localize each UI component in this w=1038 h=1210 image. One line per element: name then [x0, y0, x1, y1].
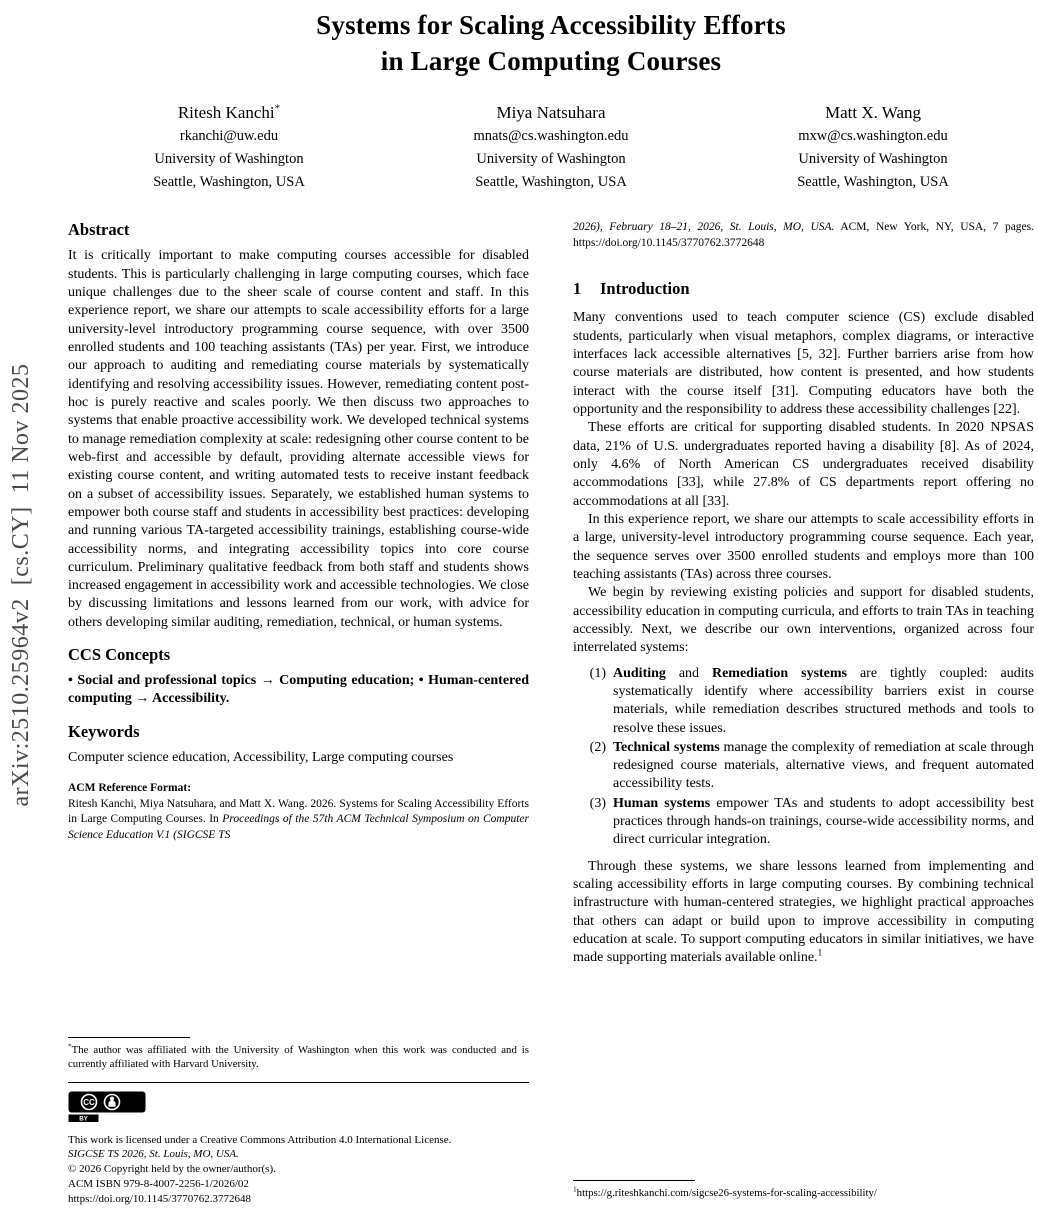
materials-footnote: [573, 1186, 1034, 1200]
license-statement: This work is licensed under a Creative Commons Attribution 4.0 International License.: [68, 1133, 452, 1146]
keywords-heading: Keywords: [68, 721, 140, 741]
conference-line: SIGCSE TS 2026, St. Louis, MO, USA.: [68, 1148, 239, 1161]
attribution-person-head-icon: [110, 1096, 114, 1100]
author-1: [68, 101, 390, 194]
list-item-human-systems: [583, 795, 1034, 850]
author-affiliation-marker: *: [274, 102, 281, 115]
intro-paragraph-5: Through these systems, we share lessons learned from implementing and scaling accessibility efforts in large computing courses. By combining technical infrastructure with human-centered strategies, we highlight practical approaches that others can adapt or build upon to improve accessibility in computing education at scale. To support computing educators in similar initiatives, we have made supporting materials available online.$^1$: [573, 858, 1034, 966]
ccs-concepts-text: • Social and professional topics → Computing education; • Human-centered computing → Accessibility.: [68, 673, 529, 707]
by-label: BY: [79, 1115, 88, 1122]
keywords-text: Computer science education, Accessibility, Large computing courses: [68, 749, 454, 765]
list-item-number: (1): [589, 665, 606, 681]
cc-by-badge[interactable]: [68, 1091, 529, 1127]
author-name: Matt X. Wang: [824, 103, 922, 123]
arxiv-watermark: arXiv:2510.25964v2 [cs.CY] 11 Nov 2025: [8, 363, 34, 807]
isbn-line: ACM ISBN 979-8-4007-2256-1/2026/02: [68, 1177, 249, 1190]
author-affiliation: University of Washington: [798, 151, 948, 168]
intro-paragraph-3: In this experience report, we share our attempts to scale accessibility efforts in a large, university-level introductory programming course sequence. Each year, the sequence serves over 3500 enrolled students and employs more than 100 teaching assistants (TAs) across three courses.: [573, 511, 1034, 582]
author-location: Seattle, Washington, USA: [797, 174, 949, 191]
left-column-bottom-block: [68, 1029, 529, 1210]
right-column-bottom-block: [573, 1172, 1034, 1210]
affiliation-footnote: *The author was affiliated with the University of Washington when this work was conducted and is currently affiliated with Harvard University.: [68, 1041, 529, 1071]
author-email: mxw@cs.washington.edu: [798, 128, 948, 145]
paper-title-line1: Systems for Scaling Accessibility Efforts: [316, 10, 786, 40]
acm-reference-roman: Ritesh Kanchi, Miya Natsuhara, and Matt X. Wang. 2026. Systems for Scaling Accessibility Efforts in Large Computing Courses. In: [68, 797, 529, 826]
acm-reference-continuation: [573, 220, 1034, 251]
author-location: Seattle, Washington, USA: [153, 174, 305, 191]
author-name: Miya Natsuhara: [496, 103, 606, 123]
footnote-url[interactable]: https://g.riteshkanchi.com/sigcse26-systems-for-scaling-accessibility/: [576, 1187, 877, 1199]
systems-list: [583, 665, 1034, 851]
copyright-line: © 2026 Copyright held by the owner/author(s).: [68, 1163, 276, 1176]
two-column-body: [68, 220, 1034, 1210]
author-3: [712, 101, 1034, 194]
abstract-heading: Abstract: [68, 220, 130, 240]
author-2: [390, 101, 712, 194]
footnote-separator-rule: [573, 1180, 695, 1181]
ccs-heading: CCS Concepts: [68, 645, 171, 665]
footnote-separator-rule: [68, 1037, 190, 1038]
doi-link[interactable]: https://doi.org/10.1145/3770762.3772648: [573, 236, 765, 249]
acm-reference-italic: Proceedings of the 57th ACM Technical Symposium on Computer Science Education V.1 (SIGCSE TS: [68, 813, 529, 841]
abstract-text: It is critically important to make computing courses accessible for disabled students. This is particularly challenging in large computing courses, which face unique challenges due to the sheer scale of course content and staff. In this experience report, we share our attempts to scale accessibility efforts for a large university-level introductory programming course sequence, with over 3500 enrolled students and 100 teaching assistants (TAs) per year. First, we introduce our approach to auditing and remediating course materials by systematically identifying and resolving accessibility issues. However, remediating content post-hoc is purely reactive and scales poorly. We then discuss two approaches to systems that enable proactive accessibility work. We developed technical systems to manage remediation complexity at scale: redesigning other course content to be web-first and accessible by default, providing alternate accessible views for existing course content, and writing automated tests to receive instant feedback on a subset of accessibility issues. Separately, we established human systems to empower both course staff and students in accessibility best practices: developing and running various TA-targeted accessibility trainings, establishing course-wide accessibility norms, and integrating accessibility topics into core course curriculum. Preliminary qualitative feedback from both staff and students shows increased engagement in accessibility work and accessible technologies. We close by discussing limitations and lessons learned from our work, with advice for others developing similar auditing, remediation, technical, or human systems.: [68, 248, 529, 630]
list-item-number: (3): [589, 795, 606, 811]
attribution-person-body-icon: [108, 1100, 115, 1106]
list-item-number: (2): [589, 739, 606, 755]
author-location: Seattle, Washington, USA: [475, 174, 627, 191]
right-column: [573, 220, 1034, 1210]
author-name: Ritesh Kanchi*: [177, 102, 281, 123]
intro-paragraph-4: We begin by reviewing existing policies and support for disabled students, accessibility education in computing curricula, and efforts to train TAs in teaching accessibly. Next, we describe our own interventions, organized across four interrelated systems:: [573, 585, 1034, 656]
author-email: rkanchi@uw.edu: [179, 128, 279, 145]
cc-logo-text: CC: [83, 1097, 95, 1107]
intro-paragraph-2: These efforts are critical for supporting disabled students. In 2020 NPSAS data, 21% of U.S. undergraduates reported having a disability [8]. As of 2024, only 4.6% of North American CS undergraduates received disability accommodations [33], while 27.8% of CS departments report offering no accommodations at all [33].: [573, 420, 1034, 509]
acm-reference-continuation-italic: 2026), February 18–21, 2026, St. Louis, MO, USA.: [573, 221, 835, 234]
intro-paragraph-1: Many conventions used to teach computer science (CS) exclude disabled students, particularly when visual metaphors, complex diagrams, or interactive interfaces lack accessible alternatives [5, 32]. Further barriers arise from how course materials are distributed, how content is presented, and how students interact with the course itself [31]. Computing educators have both the opportunity and the responsibility to address these accessibility challenges [22].: [573, 310, 1034, 417]
footnote-marker: 1: [573, 1184, 577, 1194]
author-affiliation: University of Washington: [154, 151, 304, 168]
section-title: Introduction: [600, 279, 690, 299]
author-email: mnats@cs.washington.edu: [473, 128, 629, 145]
footnote-reference-marker: 1: [817, 948, 823, 959]
paper-title: [68, 8, 1034, 79]
acm-reference-continuation-roman: ACM, New York, NY, USA, 7 pages.: [834, 221, 1034, 234]
footnote-marker: *: [68, 1041, 72, 1051]
left-column: [68, 220, 529, 1210]
introduction-heading: [573, 279, 1034, 299]
list-item-text: Auditing and Remediation systems are tightly coupled: audits systematically identify where accessibility barriers exist in course materials, while remediation describes structured methods and tools to resolve these issues.: [613, 665, 1034, 736]
list-item-technical-systems: [583, 739, 1034, 794]
author-block: [68, 101, 1034, 194]
cc-badge-background: [69, 1091, 146, 1112]
acm-reference-text: [68, 797, 529, 844]
copyright-separator-rule: [68, 1082, 529, 1083]
list-item-text: Human systems empower TAs and students to adopt accessibility best practices through hands-on trainings, course-wide accessibility norms, and direct curricular integration.: [613, 795, 1034, 848]
paper-title-line2: in Large Computing Courses: [380, 45, 722, 76]
section-number: 1: [573, 279, 582, 299]
list-item-text: Technical systems manage the complexity of remediation at scale through redesigned course materials, alternative views, and frequent automated accessibility tests.: [613, 739, 1034, 792]
list-item-auditing-remediation: [583, 665, 1034, 738]
author-affiliation: University of Washington: [476, 151, 626, 168]
acm-reference-format-heading: ACM Reference Format:: [68, 782, 192, 795]
cc-by-badge-graphic: [68, 1091, 156, 1122]
doi-link[interactable]: https://doi.org/10.1145/3770762.3772648: [68, 1192, 252, 1205]
